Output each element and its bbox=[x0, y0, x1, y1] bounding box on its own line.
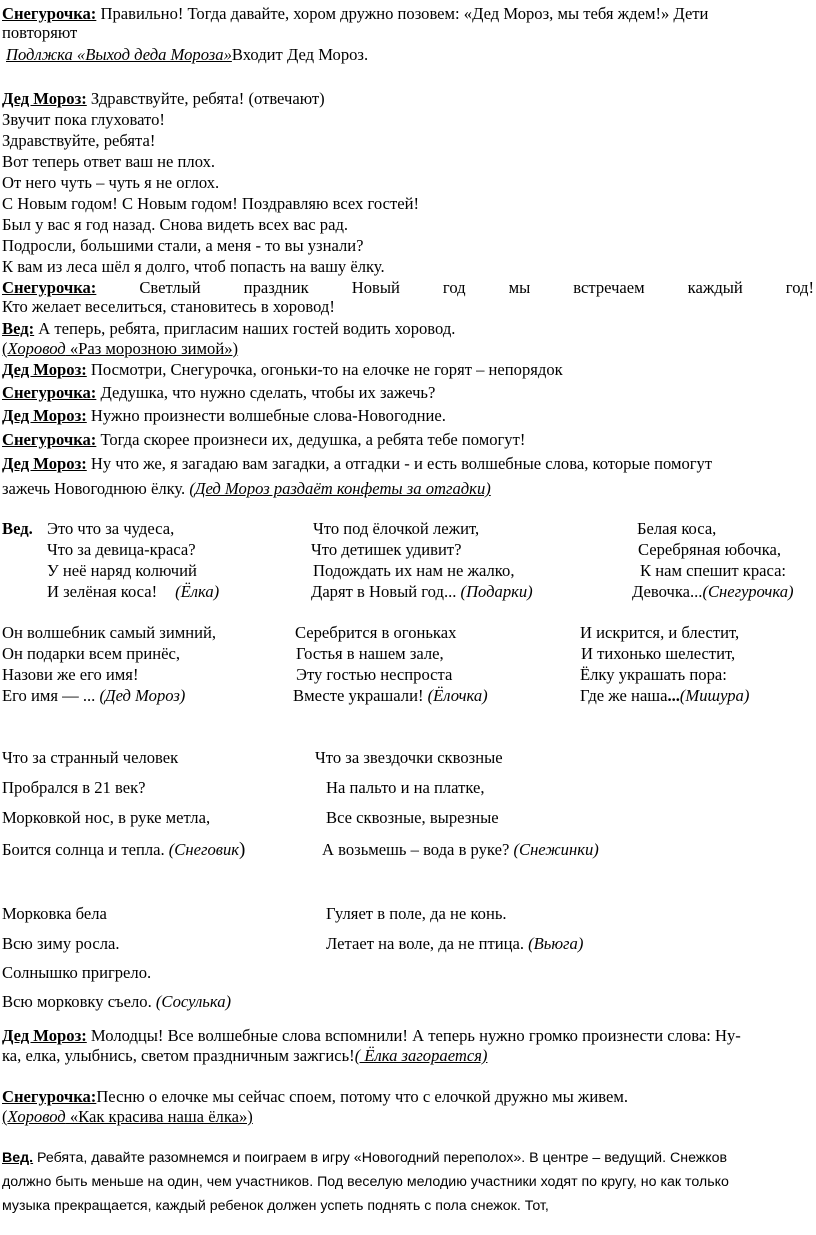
riddle-text: Его имя — ... bbox=[2, 686, 100, 705]
dance-line bbox=[2, 339, 238, 358]
riddle-answer: (Дед Мороз) bbox=[99, 686, 186, 705]
game-line bbox=[2, 1149, 727, 1168]
riddle-line: Серебрится в огоньках bbox=[295, 623, 457, 642]
role-snegurochka: Снегурочка: bbox=[2, 278, 97, 297]
riddle-line bbox=[311, 582, 533, 601]
speech-text: Молодцы! Все волшебные слова вспомнили! А теперь нужно громко произнести слова: Ну- bbox=[86, 1026, 741, 1045]
speech-text: Светлый праздник Новый год мы встречаем каждый год! bbox=[96, 278, 814, 297]
dm-speech-first bbox=[2, 89, 325, 108]
role-ved: Вед. bbox=[2, 1150, 34, 1166]
dialog-role: Дед Мороз: bbox=[2, 406, 87, 425]
riddle-line: Морковкой нос, в руке метла, bbox=[2, 808, 211, 827]
riddle-line: Гостья в нашем зале, bbox=[296, 644, 444, 663]
riddle-answer: (Ёлочка) bbox=[427, 686, 488, 705]
dm-line: Был у вас я год назад. Снова видеть всех вас рад. bbox=[2, 215, 349, 234]
dialog-role: Дед Мороз: bbox=[2, 360, 87, 379]
riddle-paren: ) bbox=[239, 839, 246, 860]
speech-text: Песню о елочке мы сейчас споем, потому что с елочкой дружно мы живем. bbox=[96, 1087, 629, 1106]
riddle-line: Эту гостью неспроста bbox=[296, 665, 453, 684]
riddle-line bbox=[2, 686, 185, 705]
riddle-answer: (Вьюга) bbox=[528, 934, 584, 953]
riddle-line: К нам спешит краса: bbox=[640, 561, 787, 580]
riddle-text: Где же наша bbox=[580, 686, 668, 705]
dialog-role: Снегурочка: bbox=[2, 383, 97, 402]
riddle-line: Пробрался в 21 век? bbox=[2, 778, 146, 797]
dm-line: С Новым годом! С Новым годом! Поздравляю всех гостей! bbox=[2, 194, 419, 213]
dialog-line bbox=[2, 360, 563, 379]
dialog-text: Дедушка, что нужно сделать, чтобы их зажечь? bbox=[96, 383, 436, 402]
riddle-line: И искрится, и блестит, bbox=[580, 623, 740, 642]
game-line-3: музыка прекращается, каждый ребенок должен успеть поднять с пола снежок. Тот, bbox=[2, 1198, 549, 1214]
game-text: Ребята, давайте разомнемся и поиграем в игру «Новогодний переполох». В центре – ведущий. Снежков bbox=[33, 1150, 728, 1166]
snow-line bbox=[2, 278, 814, 297]
riddle-text: А возьмешь – вода в руке? bbox=[322, 840, 514, 859]
riddle-line: Что за странный человек bbox=[2, 748, 179, 767]
dance-song: «Как красива наша ёлка») bbox=[65, 1107, 253, 1126]
dance-song: «Раз морозною зимой») bbox=[65, 339, 239, 358]
riddle-line: Ёлку украшать пора: bbox=[580, 665, 727, 684]
riddle-line: Он подарки всем принёс, bbox=[2, 644, 181, 663]
riddle-line bbox=[2, 992, 231, 1011]
dm-line: Здравствуйте, ребята! bbox=[2, 131, 156, 150]
snow-line-2: Кто желает веселиться, становитесь в хоровод! bbox=[2, 297, 335, 316]
stage-direction: ( Ёлка загорается) bbox=[354, 1046, 488, 1065]
dm-line: Звучит пока глуховато! bbox=[2, 110, 165, 129]
riddle-answer: (Подарки) bbox=[460, 582, 533, 601]
riddle-line: На пальто и на платке, bbox=[326, 778, 485, 797]
riddle-line: Все сквозные, вырезные bbox=[326, 808, 499, 827]
riddle-answer: (Снеговик bbox=[168, 840, 240, 859]
riddle-line bbox=[293, 686, 488, 705]
riddle-line bbox=[326, 934, 583, 953]
speech-text: ка, елка, улыбнись, светом праздничным зажгись! bbox=[2, 1046, 355, 1065]
riddle-line: Что за звездочки сквозные bbox=[315, 748, 503, 767]
riddle-line bbox=[322, 840, 599, 859]
speech-text: Здравствуйте, ребята! (отвечают) bbox=[86, 89, 325, 108]
riddle-text: Всю морковку съело. bbox=[2, 992, 156, 1011]
dm-line: От него чуть – чуть я не оглох. bbox=[2, 173, 220, 192]
role-ded-moroz: Дед Мороз: bbox=[2, 89, 87, 108]
riddle-answer: (Снегурочка) bbox=[702, 582, 794, 601]
dance-label: Хоровод bbox=[7, 339, 66, 358]
dialog-text: Тогда скорее произнеси их, дедушка, а ребята тебе помогут! bbox=[96, 430, 526, 449]
riddle-line: Солнышко пригрело. bbox=[2, 963, 152, 982]
riddle-line: Это что за чудеса, bbox=[47, 519, 175, 538]
riddle-line: Он волшебник самый зимний, bbox=[2, 623, 216, 642]
snow-final-line bbox=[2, 1087, 628, 1106]
speech-text: Правильно! Тогда давайте, хором дружно позовем: «Дед Мороз, мы тебя ждем!» Дети bbox=[96, 4, 709, 23]
dialog-line bbox=[2, 430, 525, 449]
speech-text: А теперь, ребята, пригласим наших гостей водить хоровод. bbox=[34, 319, 456, 338]
intro-line bbox=[2, 4, 814, 23]
intro-line-2: повторяют bbox=[2, 23, 78, 42]
riddle-text: Летает на воле, да не птица. bbox=[326, 934, 529, 953]
music-cue: Подлжка «Выход деда Мороза» bbox=[6, 45, 232, 64]
riddle-line: У неё наряд колючий bbox=[47, 561, 197, 580]
dm-final-line bbox=[2, 1026, 741, 1045]
dance-line bbox=[2, 1107, 253, 1126]
riddle-answer: (Мишура) bbox=[679, 686, 750, 705]
dialog-role: Снегурочка: bbox=[2, 430, 97, 449]
riddle-text: И зелёная коса! bbox=[47, 582, 158, 601]
riddle-dots: ... bbox=[667, 686, 680, 705]
dance-paren: ( bbox=[2, 339, 8, 358]
ved-line bbox=[2, 319, 455, 338]
riddle-answer: (Снежинки) bbox=[513, 840, 599, 859]
riddle-line: Серебряная юбочка, bbox=[638, 540, 782, 559]
dialog-text: Посмотри, Снегурочка, огоньки-то на елочке не горят – непорядок bbox=[86, 360, 563, 379]
riddle-line bbox=[47, 582, 219, 601]
role-ded-moroz: Дед Мороз: bbox=[2, 1026, 87, 1045]
role-snegurochka: Снегурочка: bbox=[2, 4, 97, 23]
riddle-line: Гуляет в поле, да не конь. bbox=[326, 904, 507, 923]
riddle-text: Боится солнца и тепла. bbox=[2, 840, 169, 859]
dm-line: Подросли, большими стали, а меня - то вы узнали? bbox=[2, 236, 364, 255]
dm-riddles-line-2 bbox=[2, 479, 491, 498]
game-line-2: должно быть меньше на один, чем участников. Под веселую мелодию участники ходят по кругу, но как только bbox=[2, 1174, 729, 1190]
riddle-line: Подождать их нам не жалко, bbox=[313, 561, 515, 580]
riddle-text: Вместе украшали! bbox=[293, 686, 428, 705]
riddle-line bbox=[2, 840, 245, 859]
stage-direction: Входит Дед Мороз. bbox=[231, 45, 369, 64]
role-ded-moroz: Дед Мороз: bbox=[2, 454, 87, 473]
dialog-text: Нужно произнести волшебные слова-Новогодние. bbox=[86, 406, 446, 425]
riddle-line: И тихонько шелестит, bbox=[581, 644, 736, 663]
riddle-line: Что за девица-краса? bbox=[47, 540, 196, 559]
dm-line: К вам из леса шёл я долго, чтоб попасть на вашу ёлку. bbox=[2, 257, 385, 276]
role-ved: Вед: bbox=[2, 319, 35, 338]
riddle-line: Что детишек удивит? bbox=[311, 540, 462, 559]
music-line bbox=[6, 45, 368, 64]
riddle-line: Назови же его имя! bbox=[2, 665, 139, 684]
riddle-line: Всю зиму росла. bbox=[2, 934, 120, 953]
stage-direction: (Дед Мороз раздаёт конфеты за отгадки) bbox=[189, 479, 491, 498]
ved-label: Вед. bbox=[2, 519, 33, 538]
dm-riddles-line bbox=[2, 454, 712, 473]
riddle-line: Морковка бела bbox=[2, 904, 107, 923]
riddle-line: Что под ёлочкой лежит, bbox=[313, 519, 480, 538]
riddle-line bbox=[580, 686, 749, 705]
riddle-answer: (Ёлка) bbox=[175, 582, 220, 601]
speech-text: Ну что же, я загадаю вам загадки, а отгадки - и есть волшебные слова, которые помогут bbox=[86, 454, 713, 473]
dm-final-line-2 bbox=[2, 1046, 487, 1065]
riddle-text: Дарят в Новый год... bbox=[311, 582, 461, 601]
riddle-line: Белая коса, bbox=[637, 519, 717, 538]
dance-label: Хоровод bbox=[7, 1107, 66, 1126]
riddle-line bbox=[632, 582, 794, 601]
role-snegurochka: Снегурочка: bbox=[2, 1087, 97, 1106]
riddle-answer: (Сосулька) bbox=[155, 992, 232, 1011]
dance-paren: ( bbox=[2, 1107, 8, 1126]
riddle-text: Девочка... bbox=[632, 582, 703, 601]
speech-text: зажечь Новогоднюю ёлку. bbox=[2, 479, 190, 498]
dialog-line bbox=[2, 406, 446, 425]
dialog-line bbox=[2, 383, 435, 402]
dm-line: Вот теперь ответ ваш не плох. bbox=[2, 152, 216, 171]
